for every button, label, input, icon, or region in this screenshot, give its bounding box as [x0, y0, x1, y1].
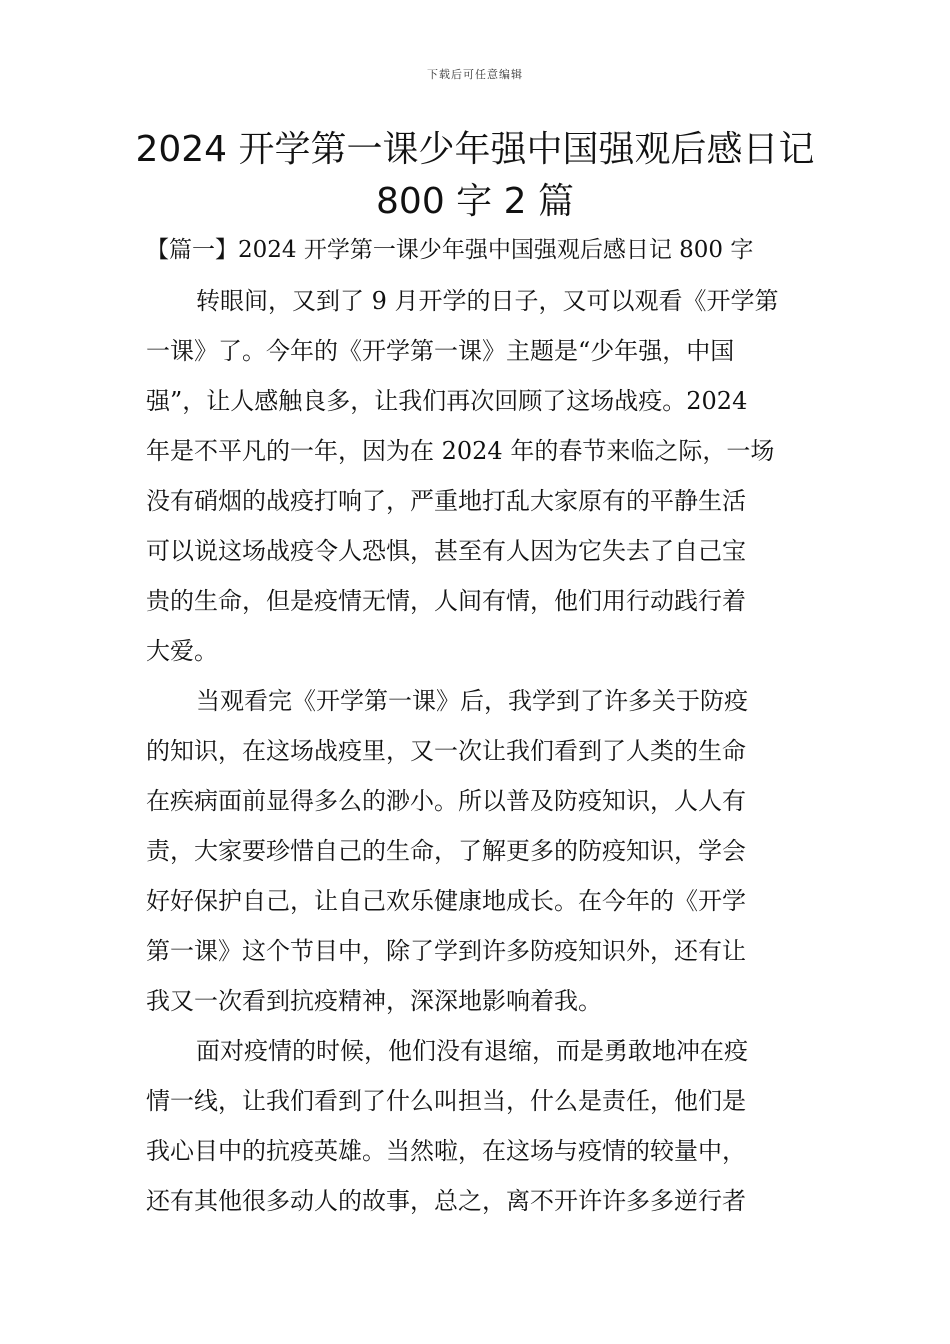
text-line: 贵的生命，但是疫情无情，人间有情，他们用行动践行着: [146, 587, 746, 615]
text-line: 还有其他很多动人的故事，总之，离不开许许多多逆行者: [146, 1187, 746, 1215]
text-line: 我又一次看到抗疫精神，深深地影响着我。: [146, 987, 602, 1015]
title-line-1: 2024 开学第一课少年强中国强观后感日记: [135, 129, 815, 170]
text-line: 面对疫情的时候，他们没有退缩，而是勇敢地冲在疫: [196, 1037, 748, 1065]
text-line: 好好保护自己，让自己欢乐健康地成长。在今年的《开学: [146, 887, 746, 915]
title-line-2: 800 字 2 篇: [376, 181, 574, 222]
text-line: 在疾病面前显得多么的渺小。所以普及防疫知识，人人有: [146, 787, 746, 815]
text-line: 的知识，在这场战疫里，又一次让我们看到了人类的生命: [146, 737, 746, 765]
text-line: 责，大家要珍惜自己的生命，了解更多的防疫知识，学会: [146, 837, 746, 865]
text-line: 转眼间，又到了 9 月开学的日子，又可以观看《开学第: [196, 287, 779, 315]
text-line: 一课》了。今年的《开学第一课》主题是“少年强，中国: [146, 337, 735, 365]
section-heading: 【篇一】2024 开学第一课少年强中国强观后感日记 800 字: [146, 237, 754, 263]
body-text: [146, 276, 806, 1226]
text-line: 我心目中的抗疫英雄。当然啦，在这场与疫情的较量中，: [146, 1137, 746, 1165]
paragraph-2: [146, 676, 806, 1026]
text-line: 没有硝烟的战疫打响了，严重地打乱大家原有的平静生活: [146, 487, 746, 515]
paragraph-3: [146, 1026, 806, 1226]
text-line: 强”，让人感触良多，让我们再次回顾了这场战疫。2024: [146, 387, 748, 415]
text-line: 情一线，让我们看到了什么叫担当，什么是责任，他们是: [146, 1087, 746, 1115]
text-line: 大爱。: [146, 637, 218, 665]
paragraph-1: [146, 276, 806, 676]
header-note: 下载后可任意编辑: [427, 68, 523, 81]
text-line: 第一课》这个节目中，除了学到许多防疫知识外，还有让: [146, 937, 746, 965]
text-line: 当观看完《开学第一课》后，我学到了许多关于防疫: [196, 687, 748, 715]
document-title: [120, 124, 830, 228]
text-line: 可以说这场战疫令人恐惧，甚至有人因为它失去了自己宝: [146, 537, 746, 565]
text-line: 年是不平凡的一年，因为在 2024 年的春节来临之际，一场: [146, 437, 775, 465]
